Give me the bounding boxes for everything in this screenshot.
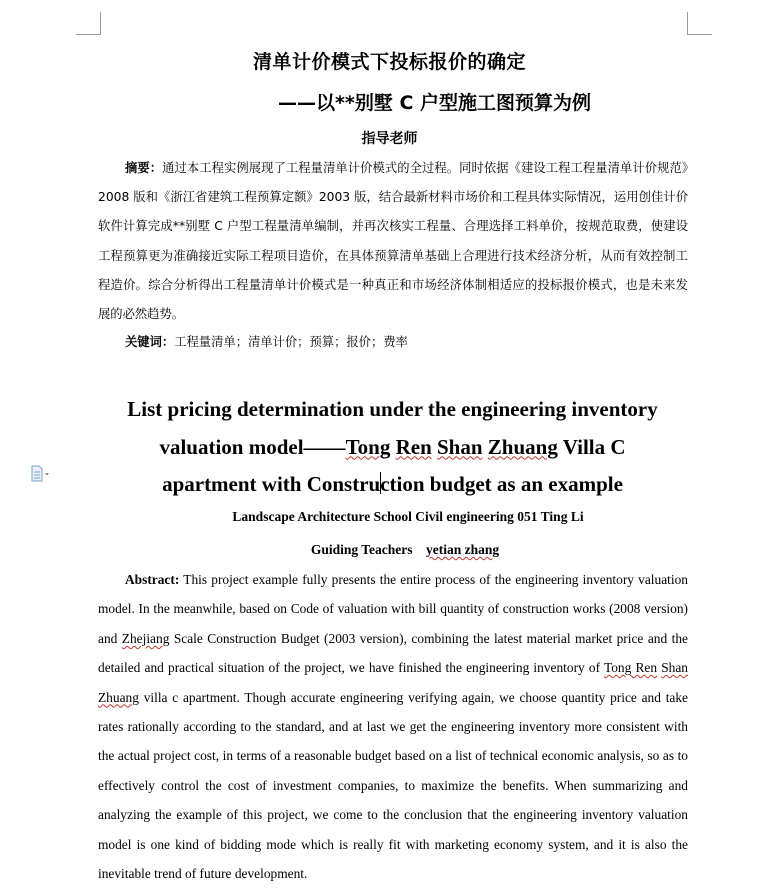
document-outline-icon[interactable] [30,465,52,483]
english-title-line-1: List pricing determination under the engineering inventory [127,397,658,421]
english-guide-name: yetian zhang [426,542,500,557]
abstract-name-tongren: Tong Ren [603,660,658,676]
chinese-abstract-label: 摘要： [125,161,163,175]
english-guide [0,542,779,558]
chinese-advisor: 指导老师 [361,131,418,147]
chinese-abstract [98,154,688,329]
abstract-name-zhuang: Zhuang [98,689,139,705]
title-name-zhuang: Zhuang [487,434,558,459]
abstract-zhejiang: Zhejiang [121,630,170,646]
crop-mark-top-right [687,12,712,35]
english-title-line-3: apartment with Construction budget as an example [162,472,623,496]
abstract-name-shan: Shan [661,660,688,676]
chinese-keywords [125,331,408,353]
english-title-line-2: valuation model——Tong Ren Shan Zhuang Villa C [159,434,626,459]
chinese-keywords-label: 关键词： [125,335,175,349]
title-name-tong: Tong [345,434,391,459]
title-name-ren: Ren [395,434,432,459]
chinese-subtitle: ——以**别墅 C 户型施工图预算为例 [278,92,592,114]
english-abstract-label: Abstract: [125,572,180,587]
english-abstract: Abstract: This project example fully presents the entire process of the engineering inventory valuation model. In the meanwhile, based on Code of valuation with bill quantity of construction works (2008 version) and Zhejiang Scale Construction Budget (2003 version), combining the latest material market price and the detailed and practical situation of the project, we have finished the engineering inventory of Tong Ren Shan Zhuang villa c apartment. Though accurate engineering verifying again, we choose quantity price and take rates rationally according to the standard, and at last we get the engineering inventory more consistent with the actual project cost, in terms of a reasonable budget based on a list of technical economic analysis, so as to effectively control the cost of investment companies, to maximize the benefits. When summarizing and analyzing the example of this project, we come to the conclusion that the engineering inventory valuation model is one kind of bidding mode which is really fit with marketing economy system, and it is also the inevitable trend of future development. [98,572,688,882]
chinese-abstract-text: 通过本工程实例展现了工程量清单计价模式的全过程。同时依据《建设工程工程量清单计价规范》2008 版和《浙江省建筑工程预算定额》2003 版，结合最新材料市场价和工程具体实际情况，运用创佳计价软件计算完成**别墅 C 户型工程量清单编制，并再次核实工程量、合理选择工料单价，按规范取费，使建设工程预算更为准确接近实际工程项目造价，在具体预算清单基础上合理进行技术经济分析，从而有效控制工程造价。综合分析得出工程量清单计价模式是一种真正和市场经济体制相适应的投标报价模式，也是未来发展的必然趋势。 [98,161,688,322]
english-author: Landscape Architecture School Civil engineering 051 Ting Li [232,509,584,524]
title-name-shan: Shan [437,434,483,459]
english-guide-label: Guiding Teachers [310,542,413,557]
chinese-keywords-text: 工程量清单；清单计价；预算；报价；费率 [174,335,408,349]
english-title [100,391,685,504]
chinese-title: 清单计价模式下投标报价的确定 [252,51,526,73]
crop-mark-top-left [76,12,101,35]
